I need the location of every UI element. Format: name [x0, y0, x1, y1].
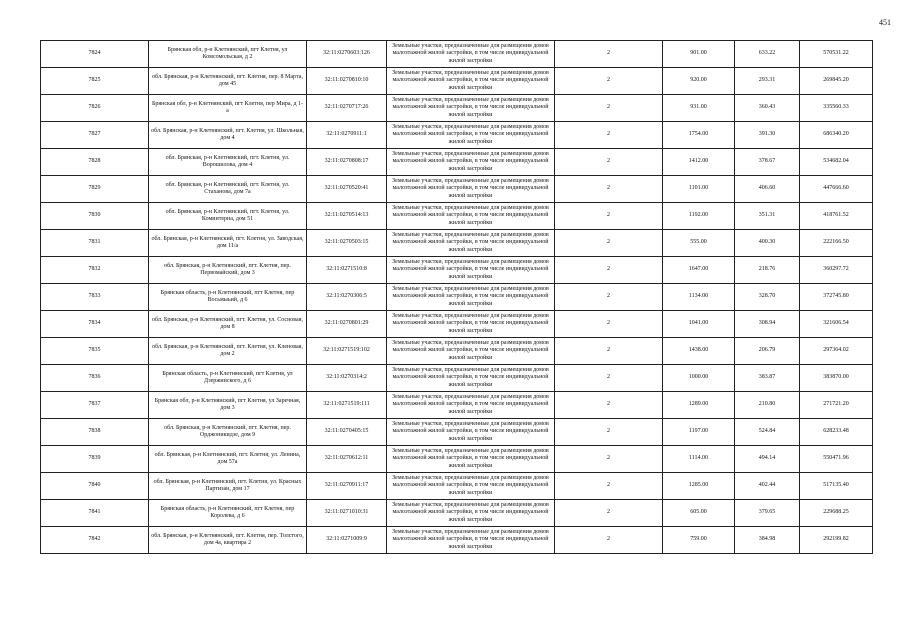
table-row [41, 149, 873, 176]
cadastral-number-cell: 32:11:0270603:126 [307, 41, 387, 68]
area-cell: 1101.00 [663, 176, 735, 203]
specific-value-cell: 384.98 [735, 527, 800, 554]
table-row [41, 446, 873, 473]
specific-value-cell: 383.87 [735, 365, 800, 392]
land-use-cell: Земельные участки, предназначенные для размещения домов малоэтажной жилой застройки, в том числе индивидуальной жилой застройки [387, 365, 555, 392]
table-row [41, 365, 873, 392]
specific-value-cell: 360.43 [735, 95, 800, 122]
area-cell: 555.00 [663, 230, 735, 257]
row-number-cell: 7824 [41, 41, 149, 68]
land-use-cell: Земельные участки, предназначенные для размещения домов малоэтажной жилой застройки, в том числе индивидуальной жилой застройки [387, 500, 555, 527]
cadastral-number-cell: 32:11:0271510:8 [307, 257, 387, 284]
land-use-cell: Земельные участки, предназначенные для размещения домов малоэтажной жилой застройки, в том числе индивидуальной жилой застройки [387, 446, 555, 473]
table-row [41, 95, 873, 122]
table-row [41, 392, 873, 419]
address-cell: Брянская область, р-н Клетнянский, пгт Клетня, ул Дзержинского, д 6 [149, 365, 307, 392]
table-row [41, 203, 873, 230]
table-row [41, 473, 873, 500]
table-row [41, 230, 873, 257]
specific-value-cell: 400.30 [735, 230, 800, 257]
specific-value-cell: 293.31 [735, 68, 800, 95]
cadastral-value-cell: 335560.33 [800, 95, 873, 122]
group-cell: 2 [555, 446, 663, 473]
area-cell: 605.00 [663, 500, 735, 527]
address-cell: обл. Брянская, р-н Клетнянский, пгт. Клетня, ул. Ленина, дом 57а [149, 446, 307, 473]
cadastral-number-cell: 32:11:0270314:2 [307, 365, 387, 392]
area-cell: 759.00 [663, 527, 735, 554]
row-number-cell: 7836 [41, 365, 149, 392]
address-cell: обл. Брянская, р-н Клетнянский, пгт. Клетня, ул. Школьная, дом 4 [149, 122, 307, 149]
land-use-cell: Земельные участки, предназначенные для размещения домов малоэтажной жилой застройки, в том числе индивидуальной жилой застройки [387, 41, 555, 68]
cadastral-number-cell: 32:11:0270810:10 [307, 68, 387, 95]
area-cell: 1197.00 [663, 419, 735, 446]
group-cell: 2 [555, 203, 663, 230]
cadastral-value-cell: 360297.72 [800, 257, 873, 284]
table-row [41, 257, 873, 284]
address-cell: обл. Брянская, р-н Клетнянский, пгт. Клетня, пер. Первомайский, дом 3 [149, 257, 307, 284]
land-use-cell: Земельные участки, предназначенные для размещения домов малоэтажной жилой застройки, в том числе индивидуальной жилой застройки [387, 338, 555, 365]
cadastral-number-cell: 32:11:0270911:17 [307, 473, 387, 500]
address-cell: Брянская область, р-н Клетнянский, пгт Клетня, пер Восьмыьий, д 6 [149, 284, 307, 311]
address-cell: обл. Брянская, р-н Клетнянский, пгт. Клетня, ул. Стаханова, дом 7а [149, 176, 307, 203]
land-registry-table [40, 40, 873, 554]
cadastral-value-cell: 321606.54 [800, 311, 873, 338]
specific-value-cell: 391.30 [735, 122, 800, 149]
cadastral-number-cell: 32:11:0270808:17 [307, 149, 387, 176]
row-number-cell: 7832 [41, 257, 149, 284]
table-row [41, 527, 873, 554]
table-row [41, 122, 873, 149]
land-use-cell: Земельные участки, предназначенные для размещения домов малоэтажной жилой застройки, в том числе индивидуальной жилой застройки [387, 176, 555, 203]
specific-value-cell: 328.70 [735, 284, 800, 311]
row-number-cell: 7842 [41, 527, 149, 554]
address-cell: обл. Брянская, р-н Клетнянский, пгт. Клетня, пер. Орджоникидзе, дом 9 [149, 419, 307, 446]
cadastral-value-cell: 570531.22 [800, 41, 873, 68]
land-use-cell: Земельные участки, предназначенные для размещения домов малоэтажной жилой застройки, в том числе индивидуальной жилой застройки [387, 95, 555, 122]
cadastral-value-cell: 383870.00 [800, 365, 873, 392]
area-cell: 1041.00 [663, 311, 735, 338]
group-cell: 2 [555, 68, 663, 95]
specific-value-cell: 218.76 [735, 257, 800, 284]
cadastral-value-cell: 534682.04 [800, 149, 873, 176]
cadastral-number-cell: 32:11:0271010:31 [307, 500, 387, 527]
table-body [41, 41, 873, 554]
specific-value-cell: 351.31 [735, 203, 800, 230]
address-cell: обл. Брянская, р-н Клетнянский, пгт. Клетня, пер. Толстого, дом 4а, квартира 2 [149, 527, 307, 554]
area-cell: 1192.00 [663, 203, 735, 230]
address-cell: Брянская обл, р-н Клетнянский, пгт Клетня, ул Заречная, дом 3 [149, 392, 307, 419]
cadastral-value-cell: 271721.20 [800, 392, 873, 419]
area-cell: 1285.00 [663, 473, 735, 500]
row-number-cell: 7841 [41, 500, 149, 527]
land-use-cell: Земельные участки, предназначенные для размещения домов малоэтажной жилой застройки, в том числе индивидуальной жилой застройки [387, 473, 555, 500]
cadastral-value-cell: 372745.80 [800, 284, 873, 311]
specific-value-cell: 379.65 [735, 500, 800, 527]
cadastral-value-cell: 222166.50 [800, 230, 873, 257]
row-number-cell: 7831 [41, 230, 149, 257]
specific-value-cell: 406.60 [735, 176, 800, 203]
area-cell: 1438.00 [663, 338, 735, 365]
page-number: 451 [879, 18, 891, 27]
group-cell: 2 [555, 95, 663, 122]
area-cell: 931.00 [663, 95, 735, 122]
group-cell: 2 [555, 311, 663, 338]
cadastral-number-cell: 32:11:0270405:15 [307, 419, 387, 446]
cadastral-value-cell: 418761.52 [800, 203, 873, 230]
group-cell: 2 [555, 176, 663, 203]
cadastral-number-cell: 32:11:0271519:102 [307, 338, 387, 365]
land-use-cell: Земельные участки, предназначенные для размещения домов малоэтажной жилой застройки, в том числе индивидуальной жилой застройки [387, 149, 555, 176]
land-use-cell: Земельные участки, предназначенные для размещения домов малоэтажной жилой застройки, в том числе индивидуальной жилой застройки [387, 527, 555, 554]
land-use-cell: Земельные участки, предназначенные для размещения домов малоэтажной жилой застройки, в том числе индивидуальной жилой застройки [387, 203, 555, 230]
address-cell: обл. Брянская, р-н Клетнянский, пгт. Клетня, ул. Коминтерна, дом 51 [149, 203, 307, 230]
group-cell: 2 [555, 392, 663, 419]
cadastral-value-cell: 550471.96 [800, 446, 873, 473]
row-number-cell: 7828 [41, 149, 149, 176]
specific-value-cell: 378.67 [735, 149, 800, 176]
row-number-cell: 7835 [41, 338, 149, 365]
cadastral-value-cell: 447666.60 [800, 176, 873, 203]
area-cell: 1289.00 [663, 392, 735, 419]
group-cell: 2 [555, 500, 663, 527]
row-number-cell: 7830 [41, 203, 149, 230]
group-cell: 2 [555, 419, 663, 446]
table-row [41, 419, 873, 446]
area-cell: 1000.00 [663, 365, 735, 392]
area-cell: 1114.00 [663, 446, 735, 473]
cadastral-number-cell: 32:11:0270911:1 [307, 122, 387, 149]
cadastral-number-cell: 32:11:0270717:26 [307, 95, 387, 122]
table-row [41, 500, 873, 527]
specific-value-cell: 524.84 [735, 419, 800, 446]
specific-value-cell: 633.22 [735, 41, 800, 68]
table-row [41, 68, 873, 95]
address-cell: обл. Брянская, р-н Клетнянский, пгт. Клетня, ул. Заводская, дом 11/а [149, 230, 307, 257]
row-number-cell: 7825 [41, 68, 149, 95]
cadastral-value-cell: 628233.48 [800, 419, 873, 446]
specific-value-cell: 494.14 [735, 446, 800, 473]
area-cell: 901.00 [663, 41, 735, 68]
cadastral-number-cell: 32:11:0270514:13 [307, 203, 387, 230]
cadastral-value-cell: 229688.25 [800, 500, 873, 527]
address-cell: обл. Брянская, р-н Клетнянский, пгт. Клетня, ул. Красных Партизан, дом 17 [149, 473, 307, 500]
address-cell: Брянская обл, р-н Клетнянский, пгт Клетня, ул Комсомольская, д 2 [149, 41, 307, 68]
land-use-cell: Земельные участки, предназначенные для размещения домов малоэтажной жилой застройки, в том числе индивидуальной жилой застройки [387, 122, 555, 149]
group-cell: 2 [555, 41, 663, 68]
table-row [41, 176, 873, 203]
specific-value-cell: 206.79 [735, 338, 800, 365]
specific-value-cell: 210.80 [735, 392, 800, 419]
land-use-cell: Земельные участки, предназначенные для размещения домов малоэтажной жилой застройки, в том числе индивидуальной жилой застройки [387, 311, 555, 338]
cadastral-number-cell: 32:11:0270520:41 [307, 176, 387, 203]
row-number-cell: 7834 [41, 311, 149, 338]
cadastral-value-cell: 292199.82 [800, 527, 873, 554]
group-cell: 2 [555, 473, 663, 500]
row-number-cell: 7838 [41, 419, 149, 446]
row-number-cell: 7840 [41, 473, 149, 500]
area-cell: 1754.00 [663, 122, 735, 149]
specific-value-cell: 308.94 [735, 311, 800, 338]
specific-value-cell: 402.44 [735, 473, 800, 500]
cadastral-number-cell: 32:11:0271519:111 [307, 392, 387, 419]
group-cell: 2 [555, 230, 663, 257]
cadastral-number-cell: 32:11:0271009:9 [307, 527, 387, 554]
area-cell: 1412.00 [663, 149, 735, 176]
address-cell: Брянская область, р-н Клетнянский, пгт Клетня, пер Королева, д 6 [149, 500, 307, 527]
cadastral-number-cell: 32:11:0270306:5 [307, 284, 387, 311]
row-number-cell: 7839 [41, 446, 149, 473]
group-cell: 2 [555, 338, 663, 365]
cadastral-number-cell: 32:11:0270503:15 [307, 230, 387, 257]
group-cell: 2 [555, 365, 663, 392]
row-number-cell: 7829 [41, 176, 149, 203]
address-cell: обл. Брянская, р-н Клетнянский, пгт. Клетня, ул. Ворошилова, дом 4 [149, 149, 307, 176]
row-number-cell: 7826 [41, 95, 149, 122]
address-cell: обл. Брянская, р-н Клетнянский, пгт. Клетня, пер. 8 Марта, дом 45 [149, 68, 307, 95]
land-use-cell: Земельные участки, предназначенные для размещения домов малоэтажной жилой застройки, в том числе индивидуальной жилой застройки [387, 257, 555, 284]
land-use-cell: Земельные участки, предназначенные для размещения домов малоэтажной жилой застройки, в том числе индивидуальной жилой застройки [387, 230, 555, 257]
area-cell: 1134.00 [663, 284, 735, 311]
group-cell: 2 [555, 284, 663, 311]
cadastral-number-cell: 32:11:0270612:11 [307, 446, 387, 473]
table-row [41, 284, 873, 311]
table-row [41, 338, 873, 365]
cadastral-value-cell: 297364.02 [800, 338, 873, 365]
cadastral-value-cell: 686340.20 [800, 122, 873, 149]
cadastral-value-cell: 517135.40 [800, 473, 873, 500]
land-use-cell: Земельные участки, предназначенные для размещения домов малоэтажной жилой застройки, в том числе индивидуальной жилой застройки [387, 392, 555, 419]
land-use-cell: Земельные участки, предназначенные для размещения домов малоэтажной жилой застройки, в том числе индивидуальной жилой застройки [387, 419, 555, 446]
group-cell: 2 [555, 527, 663, 554]
address-cell: Брянская обл, р-н Клетнянский, пгт Клетня, пер Мира, д 1-а [149, 95, 307, 122]
row-number-cell: 7833 [41, 284, 149, 311]
row-number-cell: 7827 [41, 122, 149, 149]
group-cell: 2 [555, 149, 663, 176]
group-cell: 2 [555, 122, 663, 149]
address-cell: обл. Брянская, р-н Клетнянский, пгт. Клетня, ул. Кленовая, дом 2 [149, 338, 307, 365]
row-number-cell: 7837 [41, 392, 149, 419]
cadastral-value-cell: 269845.20 [800, 68, 873, 95]
area-cell: 920.00 [663, 68, 735, 95]
cadastral-number-cell: 32:11:0270801:29 [307, 311, 387, 338]
table-row [41, 41, 873, 68]
area-cell: 1647.00 [663, 257, 735, 284]
group-cell: 2 [555, 257, 663, 284]
address-cell: обл. Брянская, р-н Клетнянский, пгт. Клетня, ул. Сосновая, дом 8 [149, 311, 307, 338]
table-row [41, 311, 873, 338]
land-use-cell: Земельные участки, предназначенные для размещения домов малоэтажной жилой застройки, в том числе индивидуальной жилой застройки [387, 284, 555, 311]
land-use-cell: Земельные участки, предназначенные для размещения домов малоэтажной жилой застройки, в том числе индивидуальной жилой застройки [387, 68, 555, 95]
